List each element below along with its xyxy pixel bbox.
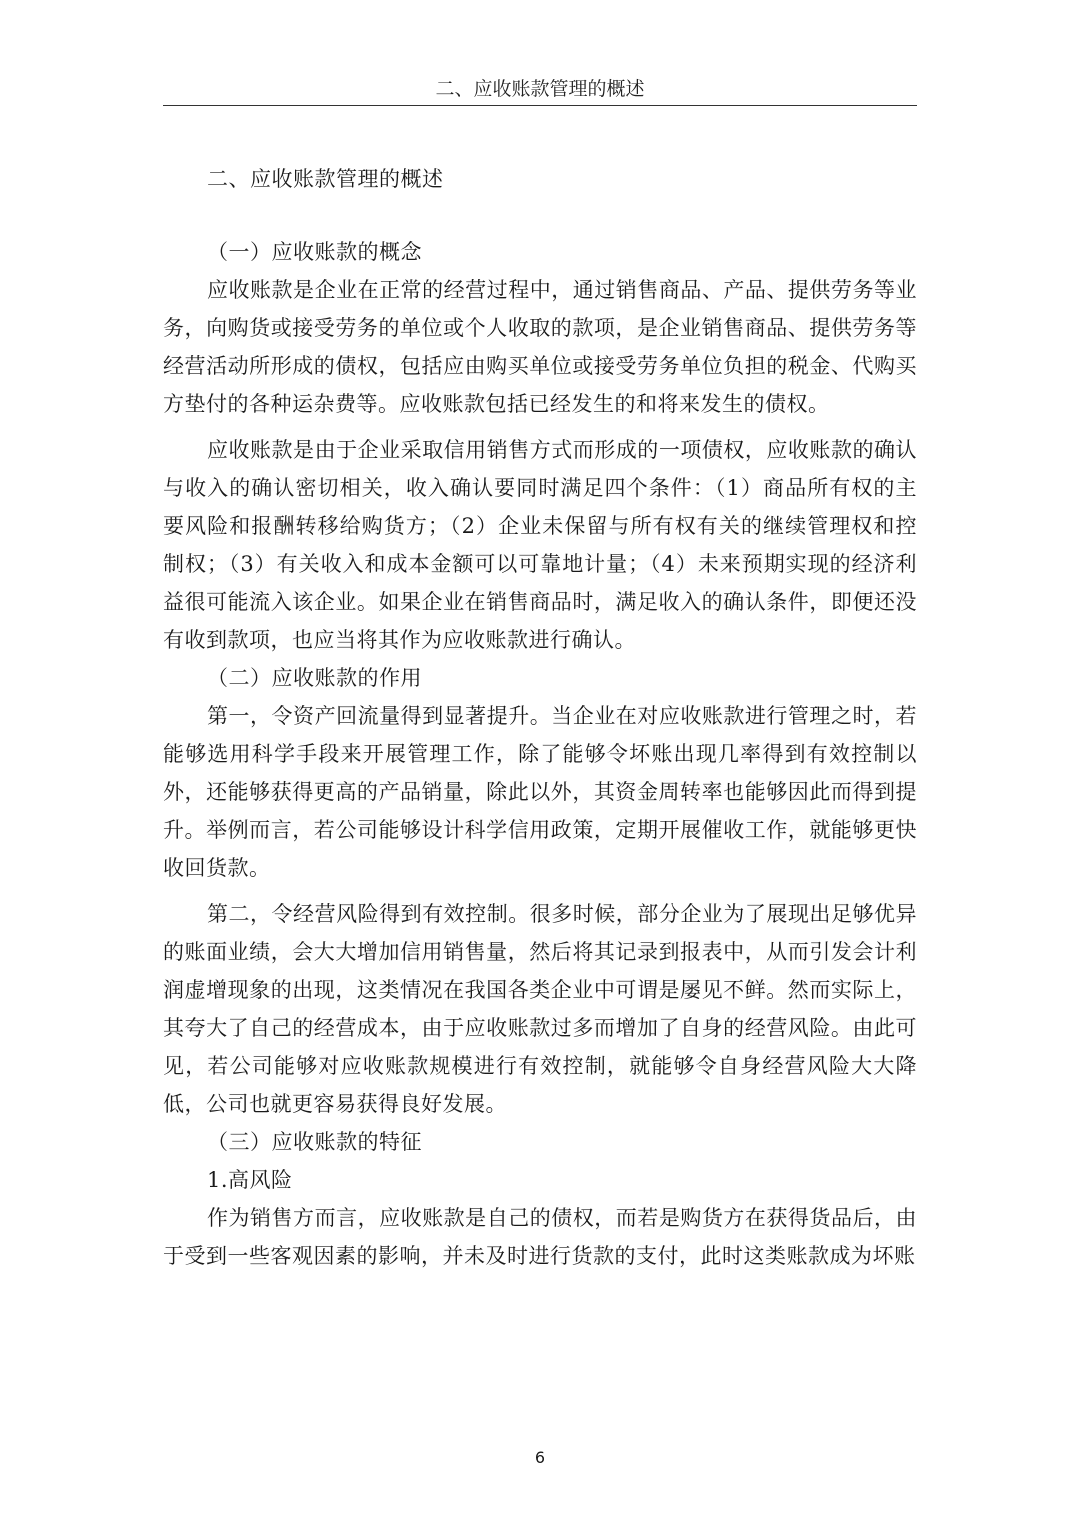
paragraph: 应收账款是企业在正常的经营过程中，通过销售商品、产品、提供劳务等业务，向购货或接受劳务的单位或个人收取的款项，是企业销售商品、提供劳务等经营活动所形成的债权，包括应由购买单位或接受劳务单位负担的税金、代购买方垫付的各种运杂费等。应收账款包括已经发生的和将来发生的债权。 <box>163 278 917 416</box>
subsection-title-role: （二）应收账款的作用 <box>207 666 422 690</box>
section-title: 二、应收账款管理的概述 <box>207 167 444 191</box>
subsection-title-concept: （一）应收账款的概念 <box>207 240 422 264</box>
header-rule <box>163 105 917 106</box>
page-number: 6 <box>534 1448 546 1467</box>
running-header: 二、应收账款管理的概述 <box>435 78 645 100</box>
subsection-title-features: （三）应收账款的特征 <box>207 1130 422 1154</box>
paragraph: 作为销售方而言，应收账款是自己的债权，而若是购货方在获得货品后，由于受到一些客观因素的影响，并未及时进行货款的支付，此时这类账款成为坏账 <box>163 1206 917 1268</box>
page-body <box>163 160 917 1275</box>
list-item-heading: 1.高风险 <box>207 1168 293 1192</box>
paragraph: 应收账款是由于企业采取信用销售方式而形成的一项债权，应收账款的确认与收入的确认密切相关，收入确认要同时满足四个条件：（1）商品所有权的主要风险和报酬转移给购货方；（2）企业未保留与所有权有关的继续管理权和控制权；（3）有关收入和成本金额可以可靠地计量；（4）未来预期实现的经济利益很可能流入该企业。如果企业在销售商品时，满足收入的确认条件，即便还没有收到款项，也应当将其作为应收账款进行确认。 <box>163 438 917 652</box>
paragraph: 第一，令资产回流量得到显著提升。当企业在对应收账款进行管理之时，若能够选用科学手段来开展管理工作，除了能够令坏账出现几率得到有效控制以外，还能够获得更高的产品销量，除此以外，其资金周转率也能够因此而得到提升。举例而言，若公司能够设计科学信用政策，定期开展催收工作，就能够更快收回货款。 <box>163 704 917 880</box>
paragraph: 第二，令经营风险得到有效控制。很多时候，部分企业为了展现出足够优异的账面业绩，会大大增加信用销售量，然后将其记录到报表中，从而引发会计利润虚增现象的出现，这类情况在我国各类企业中可谓是屡见不鲜。然而实际上，其夸大了自己的经营成本，由于应收账款过多而增加了自身的经营风险。由此可见，若公司能够对应收账款规模进行有效控制，就能够令自身经营风险大大降低，公司也就更容易获得良好发展。 <box>163 902 917 1116</box>
